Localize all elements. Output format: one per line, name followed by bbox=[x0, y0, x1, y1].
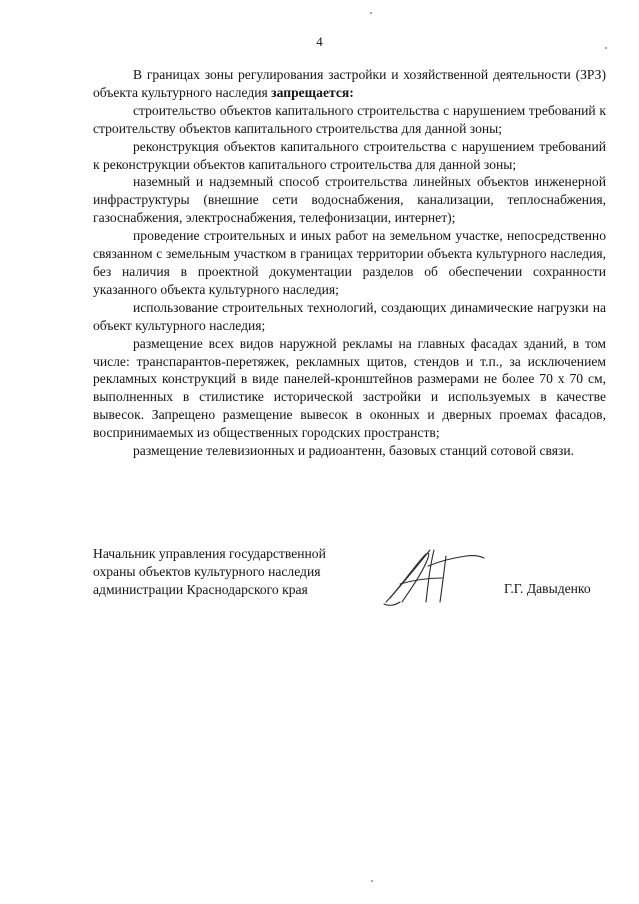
scan-speck bbox=[371, 880, 373, 882]
restriction-item: реконструкция объектов капитального строительства с нарушением требований к реконструкции объектов капитального строительства для данной зоны; bbox=[93, 138, 606, 172]
page-number: 4 bbox=[316, 34, 323, 49]
signatory-title bbox=[93, 545, 326, 599]
restriction-item: размещение всех видов наружной рекламы на главных фасадах зданий, в том числе: транспарантов-перетяжек, рекламных щитов, стендов и т.п., за исключением рекламных конструкций в виде панелей-кронштейнов размерами не более 70 х 70 см, выполненных в стилистике исторической застройки и используемых в качестве вывесок. Запрещено размещение вывесок в оконных и дверных проемах фасадов, воспринимаемых из общественных городских пространств; bbox=[93, 335, 606, 441]
restriction-item: проведение строительных и иных работ на земельном участке, непосредственно связанном с земельным участком в границах территории объекта культурного наследия, без наличия в проектной документации разделов об обеспечении сохранности указанного объекта культурного наследия; bbox=[93, 228, 606, 297]
signatory-title-line: охраны объектов культурного наследия bbox=[93, 564, 321, 579]
restriction-item: строительство объектов капитального строительства с нарушением требований к строительству объектов капитального строительства для данной зоны; bbox=[93, 102, 606, 136]
restriction-item: размещение телевизионных и радиоантенн, базовых станций сотовой связи. bbox=[133, 443, 575, 459]
restriction-item: использование строительных технологий, создающих динамические нагрузки на объект культурного наследия; bbox=[93, 299, 606, 333]
handwritten-signature bbox=[380, 544, 490, 610]
intro-text: В границах зоны регулирования застройки и хозяйственной деятельности (ЗРЗ) объекта культурного наследия bbox=[93, 67, 606, 100]
signatory-title-line: администрации Краснодарского края bbox=[93, 582, 308, 597]
signatory-name: Г.Г. Давыденко bbox=[504, 581, 591, 596]
scan-speck bbox=[370, 12, 372, 14]
signatory-title-line: Начальник управления государственной bbox=[93, 546, 326, 561]
restriction-item: наземный и надземный способ строительства линейных объектов инженерной инфраструктуры (внешние сети водоснабжения, канализации, теплоснабжения, газоснабжения, электроснабжения, телефонизации, интернет); bbox=[93, 174, 606, 226]
intro-paragraph bbox=[93, 66, 606, 102]
scan-speck bbox=[605, 47, 607, 49]
document-body bbox=[93, 66, 606, 460]
intro-bold-text: запрещается: bbox=[271, 84, 354, 100]
